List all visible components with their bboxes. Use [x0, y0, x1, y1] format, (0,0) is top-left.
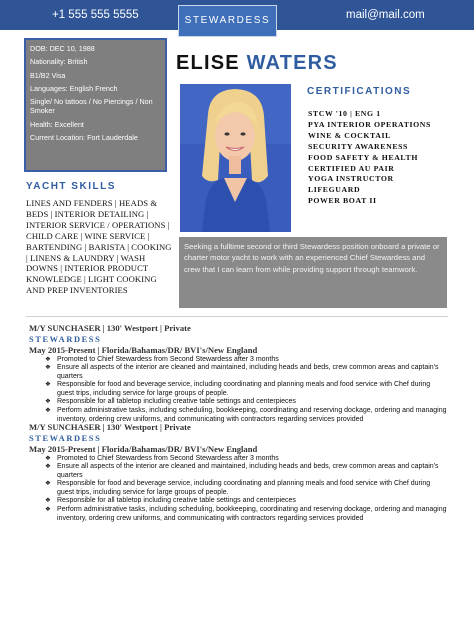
duty-item — [45, 364, 449, 381]
duty-text: Responsible for all tabletop including creative table settings and centerpieces — [57, 398, 296, 406]
email-address[interactable]: mail@mail.com — [346, 9, 425, 21]
info-status: Single/ No tattoos / No Piercings / Non Smoker — [30, 97, 153, 116]
duty-item — [45, 356, 449, 365]
job-role: STEWARDESS — [29, 434, 102, 443]
cert-item: LIFEGUARD — [308, 185, 361, 195]
duty-item — [45, 381, 449, 398]
cert-item: FOOD SAFETY & HEALTH — [308, 152, 418, 162]
job-vessel: M/Y SUNCHASER | 130' Westport | Private — [29, 422, 191, 432]
portrait-illustration — [180, 84, 291, 232]
section-divider — [26, 316, 448, 317]
personal-info-box — [24, 38, 167, 172]
cert-item: YOGA INSTRUCTOR — [308, 174, 394, 184]
duty-item — [45, 497, 449, 506]
duty-text: Ensure all aspects of the interior are cleaned and maintained, including heads and beds, crew common areas and captain's quarters — [57, 364, 439, 380]
phone-number[interactable]: +1 555 555 5555 — [52, 9, 139, 21]
certifications-heading: CERTIFICATIONS — [307, 86, 412, 97]
duty-text: Perform administrative tasks, including scheduling, bookkeeping, coordinating and reserving dockage, ordering and managing inventory, ordering crew uniforms, and communicating with contractors regarding services provided — [57, 407, 447, 423]
job-vessel: M/Y SUNCHASER | 130' Westport | Private — [29, 323, 191, 333]
role-tab: STEWARDESS — [178, 5, 277, 37]
first-name: ELISE — [176, 52, 240, 74]
objective-box: Seeking a fulltime second or third Stewardess position onboard a private or charter motor yacht to work with an experienced Chief Stewardess and crew that I can learn from while providing support through teamwork. — [179, 237, 447, 308]
job-dates: May 2015-Present | Florida/Bahamas/DR/ BVI's/New England — [29, 345, 258, 355]
diamond-bullet-icon: ❖ — [45, 407, 51, 415]
info-languages: Languages: English French — [30, 83, 118, 93]
duties-list — [45, 455, 449, 524]
duty-item — [45, 455, 449, 464]
diamond-bullet-icon: ❖ — [45, 381, 51, 389]
duty-text: Ensure all aspects of the interior are cleaned and maintained, including heads and beds, crew common areas and captain's quarters — [57, 463, 439, 479]
diamond-bullet-icon: ❖ — [45, 506, 51, 514]
duty-item — [45, 480, 449, 497]
skills-text: LINES AND FENDERS | HEADS & BEDS | INTERIOR DETAILING | INTERIOR SERVICE / OPERATIONS | CHILD CARE | WINE SERVICE | BARTENDING | BARISTA | COOKING | LINENS & LAUNDRY | WASH DOWNS | INTERIOR PRODUCT KNOWLEDGE | LIGHT COOKING AND PREP INVENTORIES — [26, 198, 172, 296]
duty-item — [45, 506, 449, 523]
experience-entry — [29, 323, 449, 424]
cert-item: STCW '10 | ENG 1 — [308, 109, 381, 118]
job-dates: May 2015-Present | Florida/Bahamas/DR/ BVI's/New England — [29, 444, 258, 454]
skills-heading: YACHT SKILLS — [26, 181, 116, 192]
diamond-bullet-icon: ❖ — [45, 364, 51, 372]
candidate-name — [176, 52, 338, 75]
duty-text: Responsible for food and beverage service, including coordinating and planning meals and food service with Chef during guest trips, including service for large groups of people. — [57, 480, 431, 496]
info-health: Health: Excellent — [30, 119, 84, 129]
duty-item — [45, 398, 449, 407]
duty-item — [45, 463, 449, 480]
last-name: WATERS — [246, 52, 338, 74]
duty-text: Promoted to Chief Stewardess from Second Stewardess after 3 months — [57, 454, 279, 462]
cert-item: POWER BOAT II — [308, 196, 377, 206]
duty-text: Responsible for food and beverage service, including coordinating and planning meals and food service with Chef during guest trips, including service for large groups of people. — [57, 381, 431, 397]
cert-item: CERTIFIED AU PAIR — [308, 163, 395, 173]
cert-item: PYA INTERIOR OPERATIONS — [308, 119, 431, 129]
profile-photo — [180, 84, 291, 232]
cert-item: WINE & COCKTAIL — [308, 130, 391, 140]
cert-item: SECURITY AWARENESS — [308, 141, 408, 151]
info-dob: DOB: DEC 10, 1988 — [30, 44, 95, 53]
certifications-list — [308, 109, 431, 207]
diamond-bullet-icon: ❖ — [45, 398, 51, 406]
info-location: Current Location: Fort Lauderdale — [30, 133, 138, 143]
duties-list — [45, 356, 449, 425]
experience-entry — [29, 422, 449, 523]
job-role: STEWARDESS — [29, 335, 102, 344]
duty-text: Perform administrative tasks, including scheduling, bookkeeping, coordinating and reserving dockage, ordering and managing inventory, ordering crew uniforms, and communicating with contractors regarding services provided — [57, 506, 447, 522]
info-nationality: Nationality: British — [30, 57, 88, 67]
duty-text: Responsible for all tabletop including creative table settings and centerpieces — [57, 497, 296, 505]
diamond-bullet-icon: ❖ — [45, 355, 51, 363]
diamond-bullet-icon: ❖ — [45, 454, 51, 462]
info-visa: B1/B2 Visa — [30, 70, 66, 80]
diamond-bullet-icon: ❖ — [45, 497, 51, 505]
diamond-bullet-icon: ❖ — [45, 463, 51, 471]
duty-text: Promoted to Chief Stewardess from Second Stewardess after 3 months — [57, 355, 279, 363]
diamond-bullet-icon: ❖ — [45, 480, 51, 488]
